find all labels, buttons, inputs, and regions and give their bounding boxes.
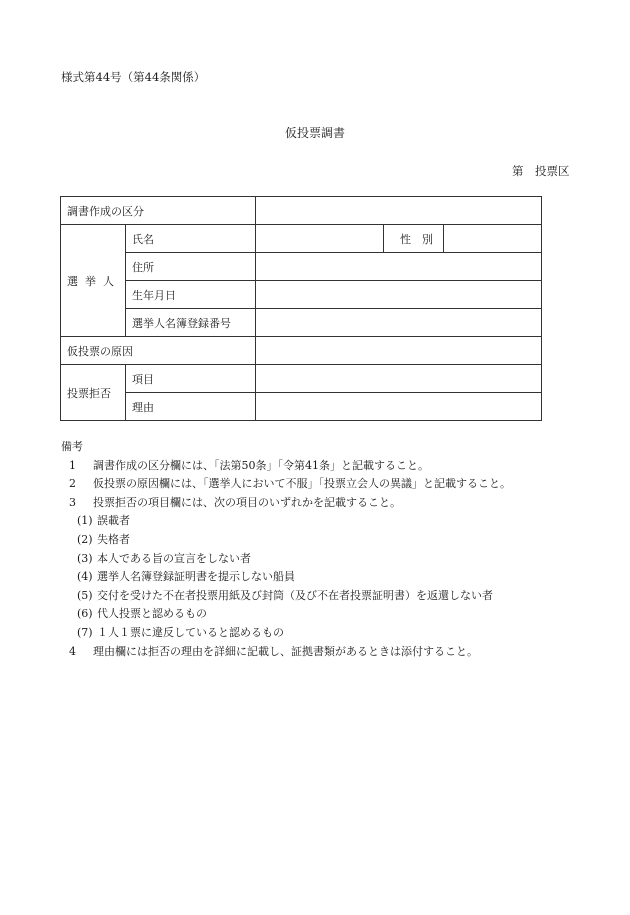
item-field[interactable]: [256, 365, 542, 393]
birthdate-label: 生年月日: [126, 281, 256, 309]
voting-district-label: 第 投票区: [512, 164, 570, 178]
sub-item-number: (7): [77, 625, 93, 639]
sub-item-text: 交付を受けた不在者投票用紙及び封筒（及び不在者投票証明書）を返還しない者: [97, 588, 493, 602]
note-item: [61, 643, 511, 662]
sub-item-number: (5): [77, 588, 93, 602]
note-text: 投票拒否の項目欄には、次の項目のいずれかを記載すること。: [93, 495, 401, 509]
reason-label: 理由: [126, 393, 256, 421]
reason-field[interactable]: [256, 393, 542, 421]
sub-item-text: １人１票に違反していると認めるもの: [97, 625, 284, 639]
register-number-row: [61, 309, 542, 337]
note-item: [61, 457, 511, 476]
notes-section: [61, 438, 511, 661]
sub-item-text: 本人である旨の宣言をしない者: [97, 551, 251, 565]
note-sub-item: [61, 605, 511, 624]
sub-item-number: (4): [77, 570, 93, 584]
sub-item-text: 代人投票と認めるもの: [97, 607, 207, 621]
address-row: [61, 253, 542, 281]
refusal-item-row: [61, 365, 542, 393]
voter-label: 選挙人: [67, 274, 121, 288]
sex-label: 性 別: [384, 225, 444, 253]
address-field[interactable]: [256, 253, 542, 281]
note-sub-item: [61, 587, 511, 606]
cause-row: [61, 337, 542, 365]
provisional-vote-form-table: [60, 196, 542, 421]
birthdate-field[interactable]: [256, 281, 542, 309]
sub-item-number: (6): [77, 607, 93, 621]
note-sub-item: [61, 550, 511, 569]
note-item: [61, 475, 511, 494]
birthdate-row: [61, 281, 542, 309]
sub-item-number: (3): [77, 551, 93, 565]
note-text: 仮投票の原因欄には、「選挙人において不服」「投票立会人の異議」と記載すること。: [93, 477, 511, 491]
sub-item-text: 誤載者: [97, 514, 130, 528]
refusal-reason-row: [61, 393, 542, 421]
document-title: 仮投票調書: [284, 126, 345, 140]
sex-field[interactable]: [444, 225, 542, 253]
note-text: 理由欄には拒否の理由を詳細に記載し、証拠書類があるときは添付すること。: [93, 644, 478, 658]
name-row: [61, 225, 542, 253]
section-label: 調書作成の区分: [61, 197, 256, 225]
note-number: 3: [69, 495, 76, 509]
note-sub-item: [61, 512, 511, 531]
refusal-label: 投票拒否: [61, 365, 126, 421]
sub-item-text: 失格者: [97, 532, 130, 546]
note-sub-item: [61, 568, 511, 587]
note-item: [61, 494, 511, 513]
address-label: 住所: [126, 253, 256, 281]
sub-item-text: 選挙人名簿登録証明書を提示しない船員: [97, 570, 295, 584]
sub-item-number: (2): [77, 532, 93, 546]
register-number-field[interactable]: [256, 309, 542, 337]
note-sub-item: [61, 531, 511, 550]
notes-heading: 備考: [61, 440, 83, 453]
note-text: 調書作成の区分欄には、「法第50条」「令第41条」と記載すること。: [93, 458, 429, 472]
sub-item-number: (1): [77, 514, 93, 528]
note-sub-item: [61, 624, 511, 643]
form-number: 様式第44号（第44条関係）: [61, 70, 206, 84]
section-value-field[interactable]: [256, 197, 542, 225]
item-label: 項目: [126, 365, 256, 393]
note-number: 1: [69, 458, 76, 472]
cause-field[interactable]: [256, 337, 542, 365]
name-label: 氏名: [126, 225, 256, 253]
name-field[interactable]: [256, 225, 384, 253]
voter-label-cell: [61, 225, 126, 337]
note-number: 2: [69, 477, 76, 491]
note-number: 4: [69, 644, 76, 658]
cause-label: 仮投票の原因: [61, 337, 256, 365]
register-number-label: 選挙人名簿登録番号: [126, 309, 256, 337]
section-row: [61, 197, 542, 225]
